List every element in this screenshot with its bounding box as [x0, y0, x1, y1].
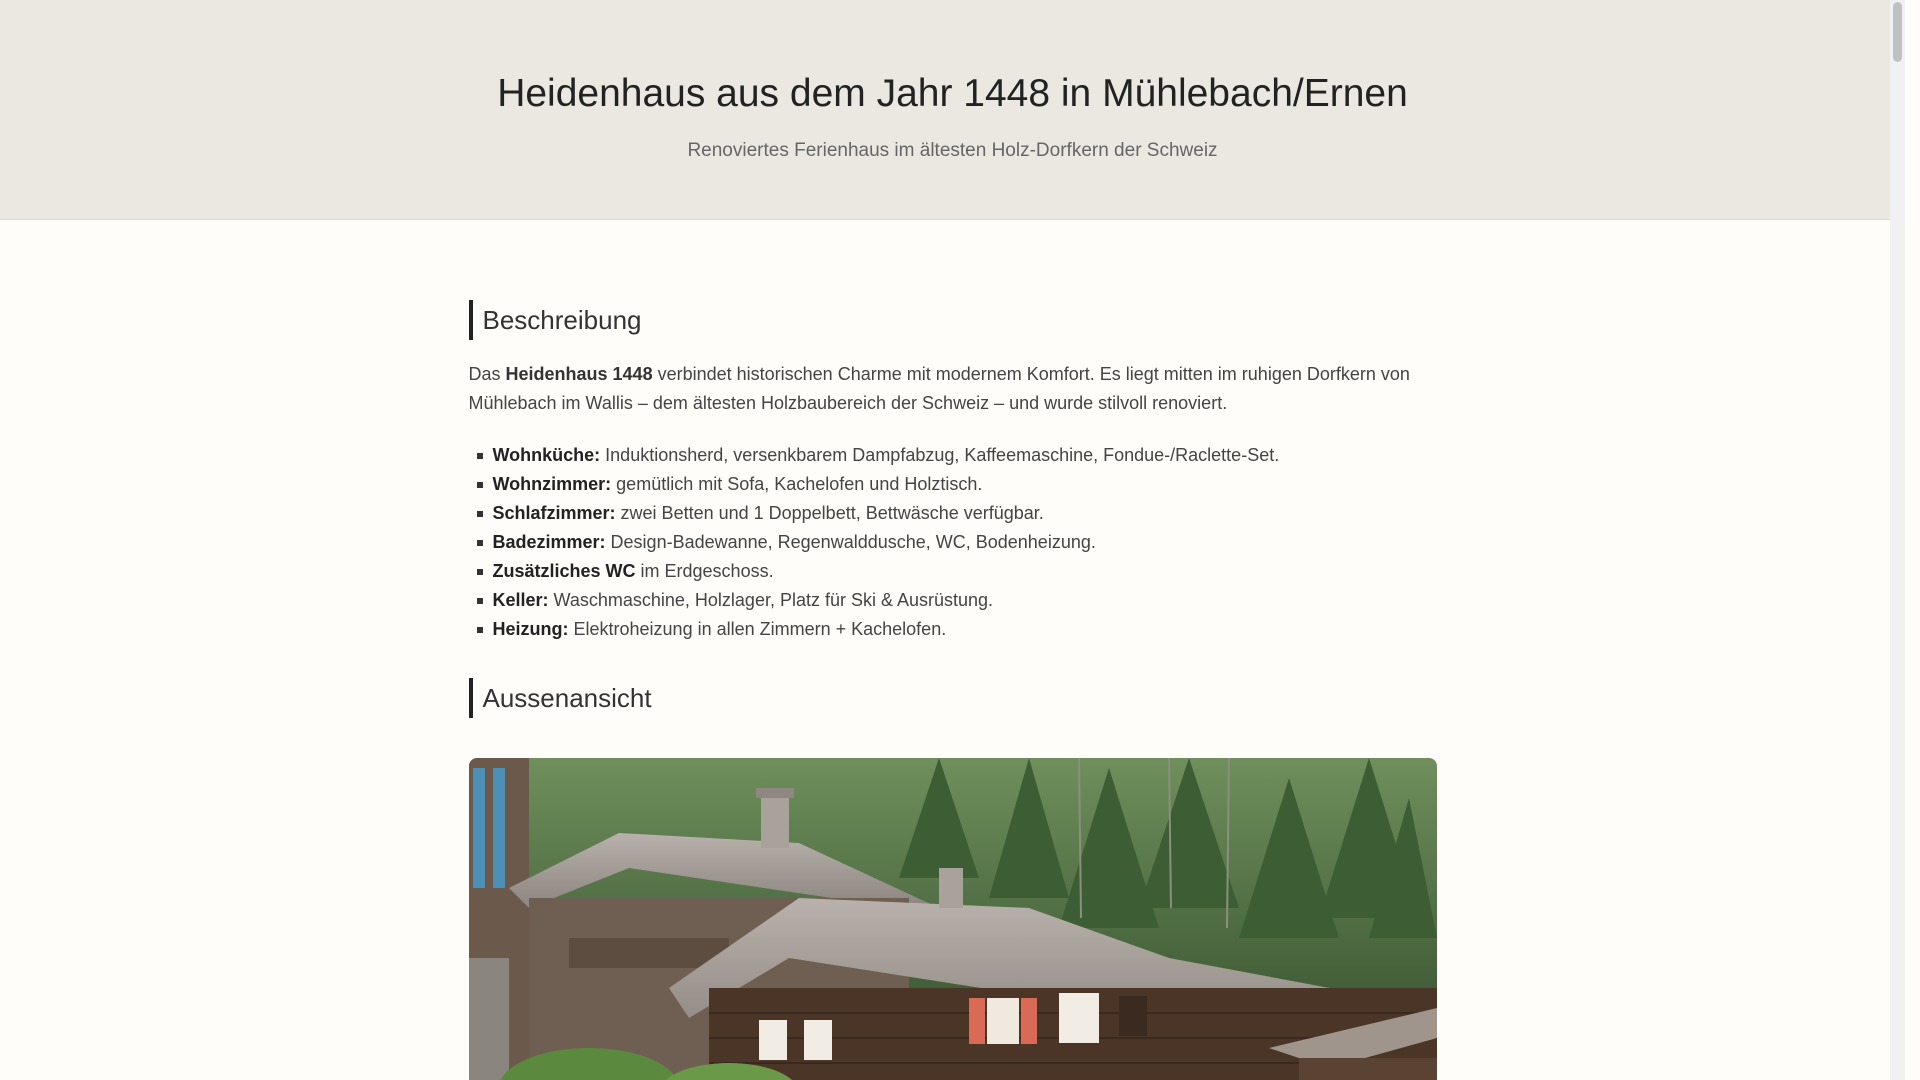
intro-prefix: Das — [468, 364, 506, 384]
feature-text: Elektroheizung in allen Zimmern + Kachelofen. — [568, 619, 947, 639]
list-item — [493, 528, 1437, 557]
page-subtitle: Renoviertes Ferienhaus im ältesten Holz-Dorfkern der Schweiz — [687, 140, 1218, 161]
list-item — [493, 615, 1437, 644]
feature-text: Waschmaschine, Holzlager, Platz für Ski & Ausrüstung. — [548, 590, 994, 610]
site-header — [0, 0, 1905, 220]
intro-paragraph — [469, 360, 1437, 418]
scrollbar-thumb[interactable] — [1893, 2, 1902, 62]
description-heading: Beschreibung — [469, 300, 1437, 340]
main-content — [469, 220, 1437, 1080]
feature-text: gemütlich mit Sofa, Kachelofen und Holztisch. — [611, 474, 983, 494]
feature-label: Badezimmer: — [492, 532, 606, 552]
list-item — [493, 470, 1437, 499]
feature-label: Wohnzimmer: — [492, 474, 612, 494]
list-item — [493, 441, 1437, 470]
list-item — [493, 499, 1437, 528]
feature-label: Keller: — [492, 590, 549, 610]
feature-text: Induktionsherd, versenkbarem Dampfabzug, Kaffeemaschine, Fondue-/Raclette-Set. — [600, 445, 1280, 465]
feature-text: im Erdgeschoss. — [635, 561, 774, 581]
exterior-section — [469, 678, 1437, 1080]
feature-text: Design-Badewanne, Regenwalddusche, WC, Bodenheizung. — [605, 532, 1096, 552]
feature-label: Schlafzimmer: — [492, 503, 616, 523]
house-exterior-photo — [469, 758, 1437, 1080]
intro-text: verbindet historischen Charme mit modernem Komfort. Es liegt mitten im ruhigen Dorfkern von Mühlebach im Wallis – dem ältesten Holzbaubereich der Schweiz – und wurde stilvoll renoviert. — [468, 364, 1410, 413]
feature-list — [469, 441, 1437, 644]
description-section — [469, 300, 1437, 644]
house-photo-illustration — [469, 758, 1437, 1080]
list-item — [493, 586, 1437, 615]
feature-label: Zusätzliches WC — [492, 561, 636, 581]
page-title: Heidenhaus aus dem Jahr 1448 in Mühlebach/Ernen — [497, 72, 1408, 115]
page-scrollbar[interactable] — [1890, 0, 1905, 1080]
exterior-heading: Aussenansicht — [469, 678, 1437, 718]
list-item — [493, 557, 1437, 586]
feature-label: Wohnküche: — [492, 445, 601, 465]
intro-house-name: Heidenhaus 1448 — [505, 364, 653, 384]
feature-text: zwei Betten und 1 Doppelbett, Bettwäsche verfügbar. — [615, 503, 1044, 523]
feature-label: Heizung: — [492, 619, 569, 639]
